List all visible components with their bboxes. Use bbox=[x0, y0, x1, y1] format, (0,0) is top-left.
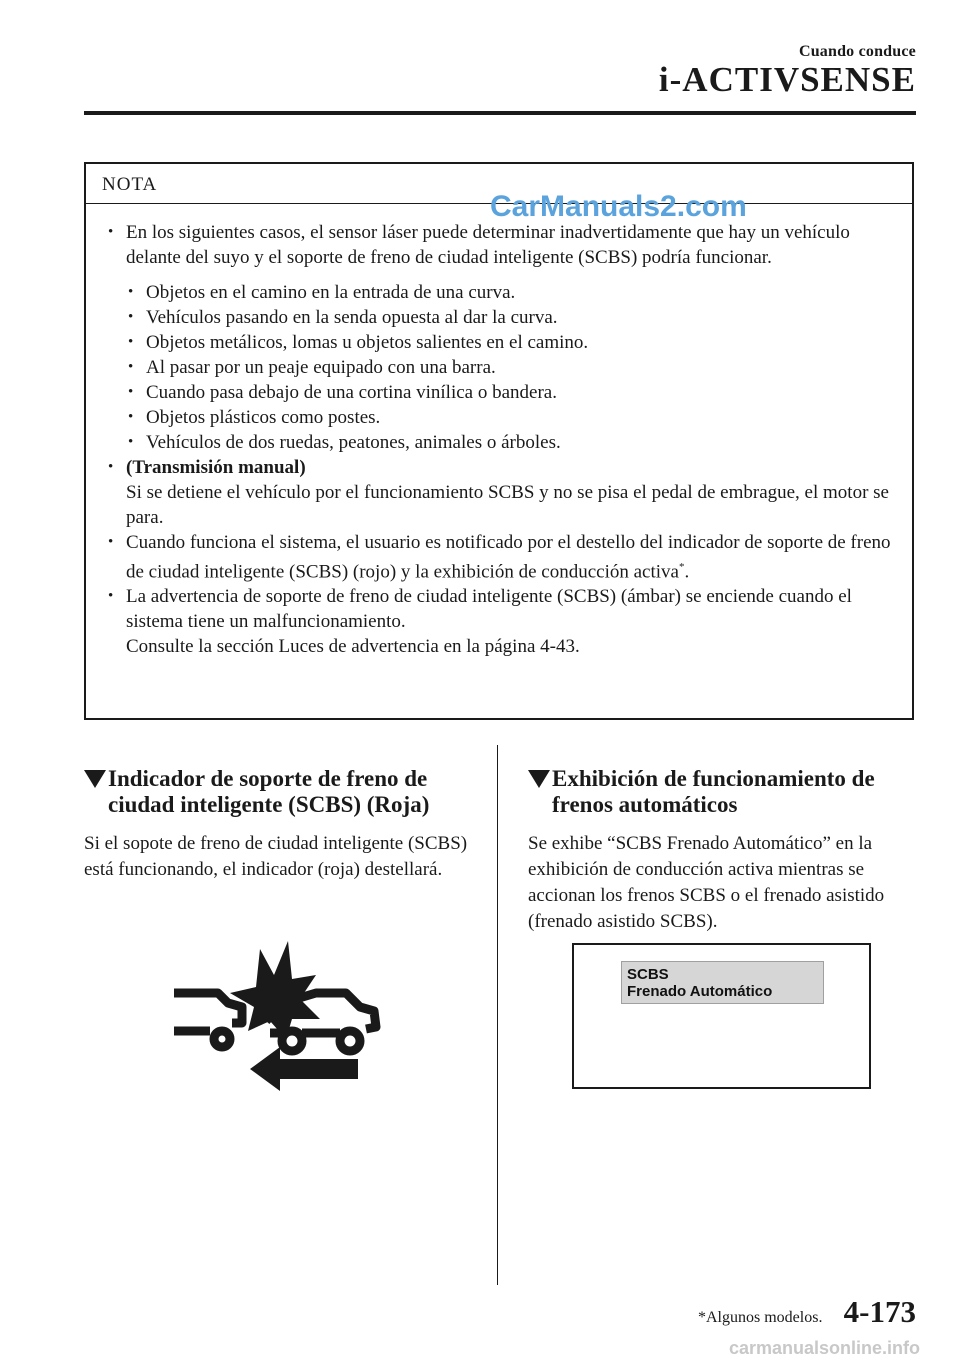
scbs-indicator-icon bbox=[170, 935, 390, 1095]
manual-title: (Transmisión manual) bbox=[126, 457, 306, 478]
note-body bbox=[104, 220, 896, 659]
left-heading bbox=[84, 766, 484, 818]
front-car-icon bbox=[174, 993, 242, 1047]
notify-text: Cuando funciona el sistema, el usuario es notificado por el destello del indicador de soporte de freno de ciudad inteligente (SCBS) (rojo) y la exhibición de conducción activa bbox=[126, 532, 891, 583]
notify-note bbox=[104, 530, 896, 584]
footnote-mark: * bbox=[678, 561, 685, 573]
left-heading-text: Indicador de soporte de freno de ciudad inteligente (SCBS) (Roja) bbox=[108, 766, 430, 817]
display-message bbox=[621, 961, 824, 1004]
note-intro: • En los siguientes casos, el sensor láser puede determinar inadvertidamente que hay un vehículo delante del suyo y el soporte de freno de ciudad inteligente (SCBS) podría funcionar. bbox=[104, 220, 896, 270]
page-number: 4-173 bbox=[843, 1294, 916, 1329]
note-box bbox=[84, 162, 914, 720]
manual-transmission-note bbox=[104, 455, 896, 530]
list-item: • Objetos en el camino en la entrada de una curva. bbox=[104, 280, 896, 305]
note-title: NOTA bbox=[102, 174, 158, 195]
active-driving-display bbox=[572, 943, 871, 1089]
footnote: *Algunos modelos. bbox=[698, 1309, 823, 1326]
spacer bbox=[104, 270, 896, 280]
list-item: • Vehículos de dos ruedas, peatones, animales o árboles. bbox=[104, 430, 896, 455]
display-line2: Frenado Automático bbox=[627, 983, 773, 1000]
watermark: CarManuals2.com bbox=[490, 190, 747, 223]
arrow-left-icon bbox=[250, 1047, 358, 1091]
triangle-marker-icon bbox=[528, 770, 550, 788]
reference-text: Consulte la sección Luces de advertencia en la página 4-43. bbox=[126, 636, 580, 658]
chapter-title: i-ACTIVSENSE bbox=[658, 60, 916, 99]
list-item: • Vehículos pasando en la senda opuesta al dar la curva. bbox=[104, 305, 896, 330]
triangle-marker-icon bbox=[84, 770, 106, 788]
right-heading-text: Exhibición de funcionamiento de frenos automáticos bbox=[552, 766, 875, 817]
header-rule bbox=[84, 111, 916, 115]
section-label: Cuando conduce bbox=[798, 43, 916, 60]
list-item: • Cuando pasa debajo de una cortina vinílica o bandera. bbox=[104, 380, 896, 405]
footer-watermark: carmanualsonline.info bbox=[728, 1338, 920, 1358]
display-line1: SCBS bbox=[627, 966, 669, 983]
list-item: • Objetos plásticos como postes. bbox=[104, 405, 896, 430]
warning-text: La advertencia de soporte de freno de ciudad inteligente (SCBS) (ámbar) se enciende cuando el sistema tiene un malfuncionamiento. bbox=[126, 586, 852, 633]
notify-end: . bbox=[684, 561, 690, 583]
column-divider bbox=[497, 745, 498, 1285]
right-heading bbox=[528, 766, 928, 818]
list-item: • Objetos metálicos, lomas u objetos salientes en el camino. bbox=[104, 330, 896, 355]
right-body: Se exhibe “SCBS Frenado Automático” en la exhibición de conducción activa mientras se accionan los frenos SCBS o el frenado asistido (frenado asistido SCBS). bbox=[528, 833, 885, 932]
manual-text: Si se detiene el vehículo por el funcionamiento SCBS y no se pisa el pedal de embrague, el motor se para. bbox=[126, 482, 889, 528]
left-body: Si el sopote de freno de ciudad inteligente (SCBS) está funcionando, el indicador (roja) destellará. bbox=[84, 833, 468, 880]
warning-note bbox=[104, 584, 896, 659]
list-item: • Al pasar por un peaje equipado con una barra. bbox=[104, 355, 896, 380]
